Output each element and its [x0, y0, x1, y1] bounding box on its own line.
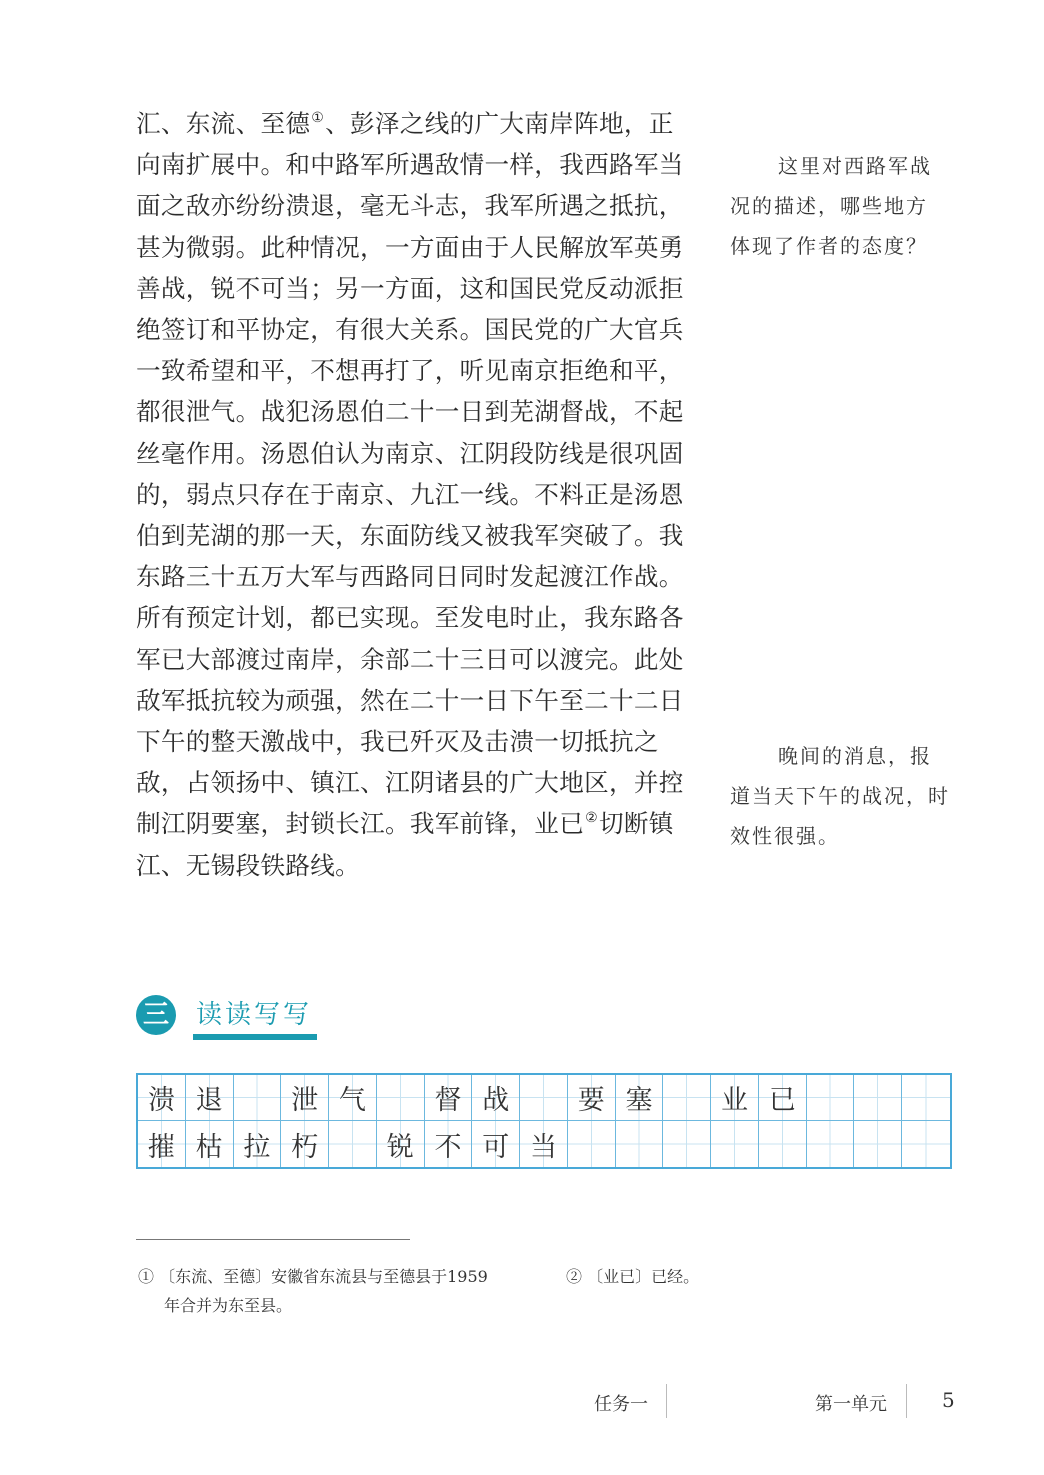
grid-cell: [329, 1121, 377, 1167]
grid-cell: [759, 1121, 807, 1167]
footnote-marker: ①: [138, 1267, 155, 1286]
passage-line: [136, 227, 684, 268]
passage-text: 汇、东流、至德: [136, 109, 311, 138]
page-number: 5: [942, 1388, 955, 1412]
passage-line: [136, 721, 666, 762]
footnote-divider: [136, 1239, 410, 1240]
passage-text: 所有预定计划，都已实现。至发电时止，我东路各: [136, 603, 684, 633]
grid-cell: 战: [472, 1075, 520, 1121]
footnote-ref: ①: [311, 110, 325, 126]
writing-grid: [136, 1073, 952, 1169]
side-note-1: [730, 146, 960, 266]
grid-cell: [902, 1121, 950, 1167]
grid-cell: 拉: [234, 1121, 282, 1167]
grid-cell: 退: [186, 1075, 234, 1121]
passage-text: 善战，锐不可当；另一方面，这和国民党反动派拒: [136, 273, 684, 303]
side-note-line: 效性很强。: [730, 824, 840, 848]
footnote-ref: ②: [585, 810, 598, 827]
grid-cell: 泄: [281, 1075, 329, 1121]
footer-task-label: 任务一: [594, 1394, 648, 1415]
grid-cell: [663, 1075, 711, 1121]
side-note-line: 况的描述，哪些地方: [730, 194, 928, 218]
grid-cell: 溃: [138, 1075, 186, 1121]
passage-line: [136, 103, 674, 144]
passage-text: 绝签订和平协定，有很大关系。国民党的广大官兵: [136, 315, 684, 345]
footer-separator: [906, 1384, 907, 1418]
passage-text: 都很泄气。战犯汤恩伯二十一日到芜湖督战，不起: [136, 397, 684, 427]
side-note-line: 晚间的消息，报: [778, 744, 932, 768]
passage-text: 一致希望和平，不想再打了，听见南京拒绝和平，: [136, 356, 684, 386]
passage-text: 敌军抵抗较为顽强，然在二十一日下午至二十二日: [136, 685, 684, 715]
grid-cell: [377, 1075, 425, 1121]
passage-text: 军已大部渡过南岸，余部二十三日可以渡完。此处: [136, 644, 684, 674]
footnote-text: 〔业已〕已经。: [587, 1267, 700, 1286]
grid-cell: 不: [425, 1121, 473, 1167]
passage-text: 甚为微弱。此种情况，一方面由于人民解放军英勇: [136, 232, 684, 262]
grid-cell: [568, 1121, 616, 1167]
passage-line: [136, 391, 684, 432]
grid-cell: 要: [568, 1075, 616, 1121]
passage-line: [136, 762, 684, 803]
passage-line: [136, 474, 684, 515]
passage-text: 的，弱点只存在于南京、九江一线。不料正是汤恩: [136, 479, 684, 509]
passage-text: 下午的整天激战中，我已歼灭及击溃一切抵抗之: [136, 727, 659, 757]
grid-cell: [711, 1121, 759, 1167]
passage-line: [136, 433, 684, 474]
passage-line: [136, 515, 684, 556]
grid-cell: 枯: [186, 1121, 234, 1167]
section-number-badge: 三: [136, 995, 176, 1035]
grid-cell: 气: [329, 1075, 377, 1121]
side-note-2: [730, 736, 960, 856]
footnote-2: [566, 1262, 699, 1291]
grid-cell: [663, 1121, 711, 1167]
passage-line: [136, 803, 674, 844]
passage-text: 切断镇: [598, 809, 674, 839]
grid-cell: [807, 1075, 855, 1121]
passage-line: [136, 639, 684, 680]
side-note-line: 这里对西路军战: [778, 154, 932, 178]
grid-cell: 塞: [616, 1075, 664, 1121]
passage-text: 、彭泽之线的广大南岸阵地，正: [325, 109, 674, 138]
side-note-line: 体现了作者的态度？: [730, 234, 928, 258]
passage-line: [136, 185, 684, 226]
grid-cell: 业: [711, 1075, 759, 1121]
passage-text: 江、无锡段铁路线。: [136, 850, 361, 880]
passage-text: 伯到芜湖的那一天，东面防线又被我军突破了。我: [136, 521, 684, 551]
section-title: 读读写写: [196, 1000, 313, 1030]
side-note-line: 道当天下午的战况，时: [730, 784, 950, 808]
passage-text: 向南扩展中。和中路军所遇敌情一样，我西路军当: [136, 150, 684, 180]
footnote-text: 〔东流、至德〕安徽省东流县与至德县于1959: [159, 1267, 488, 1286]
footnote-text-continued: 年合并为东至县。: [164, 1296, 293, 1315]
grid-cell: 摧: [138, 1121, 186, 1167]
passage-text: 敌，占领扬中、镇江、江阴诸县的广大地区，并控: [136, 768, 684, 798]
passage-line: [136, 144, 684, 185]
passage-text: 东路三十五万大军与西路同日同时发起渡江作战。: [136, 562, 684, 592]
grid-cell: 已: [759, 1075, 807, 1121]
main-passage: [136, 103, 684, 886]
footer-unit-label: 第一单元: [815, 1394, 887, 1415]
grid-cell: 当: [520, 1121, 568, 1167]
grid-cell: [234, 1075, 282, 1121]
passage-line: [136, 556, 684, 597]
footnote-1: [138, 1262, 538, 1320]
grid-cell: [854, 1121, 902, 1167]
grid-cell: 督: [425, 1075, 473, 1121]
passage-line: [136, 680, 684, 721]
section-underline: [193, 1034, 317, 1040]
passage-line: [136, 309, 684, 350]
grid-cell: [902, 1075, 950, 1121]
section-header: [136, 992, 436, 1044]
footnote-marker: ②: [566, 1267, 583, 1286]
grid-cell: [854, 1075, 902, 1121]
grid-cell: 朽: [281, 1121, 329, 1167]
passage-line: [136, 350, 684, 391]
page-footer: [0, 1384, 1044, 1418]
grid-cell: 锐: [377, 1121, 425, 1167]
passage-text: 面之敌亦纷纷溃退，毫无斗志，我军所遇之抵抗，: [136, 191, 684, 221]
passage-text: 制江阴要塞，封锁长江。我军前锋，业已: [136, 809, 585, 839]
passage-line: [136, 845, 666, 886]
passage-line: [136, 268, 684, 309]
passage-line: [136, 597, 684, 638]
footer-separator: [666, 1384, 667, 1418]
grid-cell: [520, 1075, 568, 1121]
grid-cell: [807, 1121, 855, 1167]
passage-text: 丝毫作用。汤恩伯认为南京、江阴段防线是很巩固: [136, 438, 684, 468]
grid-cell: [616, 1121, 664, 1167]
grid-cell: 可: [472, 1121, 520, 1167]
